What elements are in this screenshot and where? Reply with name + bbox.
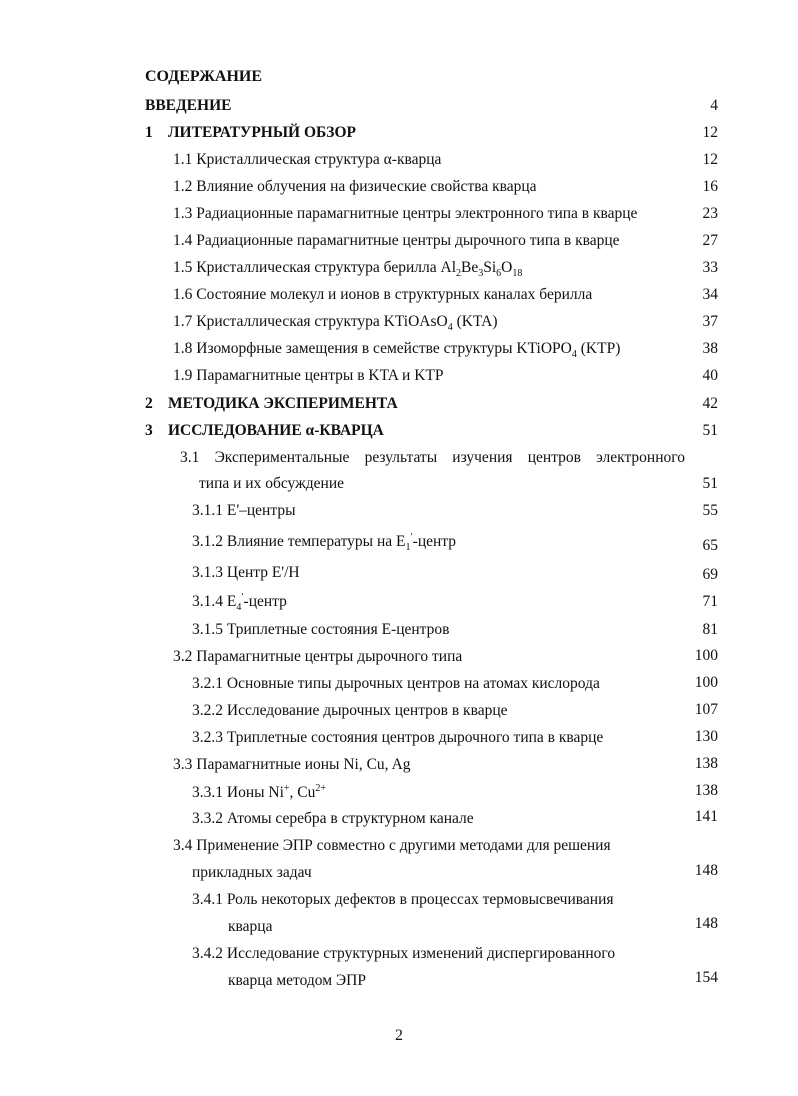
toc-entry-3-3-2 xyxy=(192,809,474,829)
toc-entry-3-4-1 xyxy=(192,890,614,910)
entry-number: 2 xyxy=(145,395,153,412)
entry-page: 71 xyxy=(702,593,718,610)
toc-entry-1-3 xyxy=(173,204,637,224)
toc-entry-chapter-2 xyxy=(145,394,398,414)
toc-entry-1-5 xyxy=(173,258,522,278)
entry-title: 3.1.3 Центр E'/H xyxy=(192,564,300,581)
toc-entry-3-1-cont xyxy=(199,474,344,494)
toc-entry-1-1 xyxy=(173,150,441,170)
entry-title: 3.1.2 Влияние температуры на $E_1'$-центр xyxy=(192,531,457,554)
entry-page: 12 xyxy=(702,151,718,168)
entry-title: 3.3 Парамагнитные ионы Ni, Cu, Ag xyxy=(173,756,411,773)
entry-page: 130 xyxy=(694,728,718,745)
entry-title: 3.1.1 E'–центры xyxy=(192,502,296,519)
entry-page: 55 xyxy=(702,502,718,519)
entry-title: 3.1 Экспериментальные результаты изучения центров электронного xyxy=(180,449,685,466)
entry-page: 4 xyxy=(710,97,718,114)
toc-entry-3-4-2 xyxy=(192,944,615,964)
entry-title: 3.4 Применение ЭПР совместно с другими методами для решения xyxy=(173,837,611,854)
toc-entry-1-8 xyxy=(173,339,620,359)
entry-title: 1.2 Влияние облучения на физические свойства кварца xyxy=(173,178,537,195)
entry-page: 69 xyxy=(702,566,718,583)
entry-title: кварца методом ЭПР xyxy=(228,972,366,989)
entry-title: 1.4 Радиационные парамагнитные центры дырочного типа в кварце xyxy=(173,232,620,249)
entry-page: 16 xyxy=(702,178,718,195)
toc-entry-introduction xyxy=(145,96,231,116)
entry-page: 100 xyxy=(694,674,718,691)
entry-page: 148 xyxy=(694,915,718,932)
entry-page: 33 xyxy=(702,259,718,276)
entry-title: ВВЕДЕНИЕ xyxy=(145,97,232,114)
entry-title: МЕТОДИКА ЭКСПЕРИМЕНТА xyxy=(168,395,398,412)
toc-entry-3-2-2 xyxy=(192,701,508,721)
toc-entry-1-9 xyxy=(173,366,443,386)
toc-entry-3-1-1 xyxy=(192,501,295,521)
entry-title: 3.3.1 Ионы Ni+, $Cu^{2+}$ xyxy=(192,782,327,801)
entry-page: 138 xyxy=(694,755,718,772)
entry-page: 107 xyxy=(694,701,718,718)
page-number: 2 xyxy=(395,1027,403,1044)
entry-page: 51 xyxy=(702,422,718,439)
entry-title: типа и их обсуждение xyxy=(199,475,345,492)
entry-page: 34 xyxy=(702,286,718,303)
entry-title: 1.1 Кристаллическая структура α-кварца xyxy=(173,151,442,168)
entry-title: 1.9 Парамагнитные центры в KTA и KTP xyxy=(173,367,444,384)
entry-title: 1.7 Кристаллическая структура KTiOAsO$_4$ (KTA) xyxy=(173,313,498,334)
entry-page: 23 xyxy=(702,205,718,222)
entry-title: 1.5 Кристаллическая структура берилла $Al_2Be_3Si_6O_{18}$ xyxy=(173,259,523,280)
entry-title: 1.8 Изоморфные замещения в семействе структуры KTiOPO$_4$ (KTP) xyxy=(173,340,621,361)
toc-entry-3-4-1-cont xyxy=(228,917,272,937)
entry-page: 27 xyxy=(702,232,718,249)
toc-heading: СОДЕРЖАНИЕ xyxy=(145,68,263,85)
toc-entry-3-1-2 xyxy=(192,532,456,552)
entry-page: 12 xyxy=(702,124,718,141)
toc-entry-3-2-1 xyxy=(192,674,600,694)
entry-title: 3.4.2 Исследование структурных изменений диспергированного xyxy=(192,945,616,962)
entry-title: 3.4.1 Роль некоторых дефектов в процессах термовысвечивания xyxy=(192,891,614,908)
entry-page: 141 xyxy=(694,808,718,825)
toc-entry-1-6 xyxy=(173,285,592,305)
entry-title: 3.3.2 Атомы серебра в структурном канале xyxy=(192,810,474,827)
toc-entry-3-4-2-cont xyxy=(228,971,366,991)
entry-number: 1 xyxy=(145,124,153,141)
entry-title: 1.6 Состояние молекул и ионов в структурных каналах берилла xyxy=(173,286,593,303)
entry-page: 100 xyxy=(694,647,718,664)
toc-entry-chapter-1 xyxy=(145,123,356,143)
toc-entry-3-2 xyxy=(173,647,462,667)
toc-entry-1-2 xyxy=(173,177,537,197)
entry-page: 81 xyxy=(702,621,718,638)
toc-entry-1-4 xyxy=(173,231,620,251)
entry-title: прикладных задач xyxy=(192,864,312,881)
entry-page: 138 xyxy=(694,782,718,799)
toc-entry-3-3 xyxy=(173,755,411,775)
entry-title: 3.2.1 Основные типы дырочных центров на атомах кислорода xyxy=(192,675,600,692)
toc-entry-chapter-3 xyxy=(145,421,384,441)
toc-entry-3-4-cont xyxy=(192,863,312,883)
toc-entry-3-1-3 xyxy=(192,563,300,583)
toc-entry-3-3-1 xyxy=(192,783,326,803)
entry-title: 3.2.3 Триплетные состояния центров дырочного типа в кварце xyxy=(192,729,604,746)
entry-title: 3.2.2 Исследование дырочных центров в кварце xyxy=(192,702,508,719)
entry-title: 3.2 Парамагнитные центры дырочного типа xyxy=(173,648,463,665)
entry-number: 3 xyxy=(145,422,153,439)
toc-entry-3-1-4 xyxy=(192,592,287,612)
entry-page: 37 xyxy=(702,313,718,330)
toc-entry-3-4 xyxy=(173,836,611,856)
toc-entry-1-7 xyxy=(173,312,498,332)
entry-page: 40 xyxy=(702,367,718,384)
entry-title: 3.1.4 $E_4'$-центр xyxy=(192,591,287,614)
entry-page: 154 xyxy=(694,969,718,986)
entry-page: 51 xyxy=(702,475,718,492)
entry-title: ИССЛЕДОВАНИЕ α-КВАРЦА xyxy=(168,422,384,439)
entry-title: 1.3 Радиационные парамагнитные центры электронного типа в кварце xyxy=(173,205,638,222)
entry-title: 3.1.5 Триплетные состояния E-центров xyxy=(192,621,450,638)
toc-entry-3-1-5 xyxy=(192,620,449,640)
entry-page: 148 xyxy=(694,862,718,879)
toc-entry-3-1 xyxy=(180,448,685,468)
entry-page: 42 xyxy=(702,395,718,412)
entry-title: кварца xyxy=(228,918,273,935)
entry-title: ЛИТЕРАТУРНЫЙ ОБЗОР xyxy=(168,124,356,141)
entry-page: 65 xyxy=(702,537,718,554)
entry-page: 38 xyxy=(702,340,718,357)
toc-entry-3-2-3 xyxy=(192,728,603,748)
